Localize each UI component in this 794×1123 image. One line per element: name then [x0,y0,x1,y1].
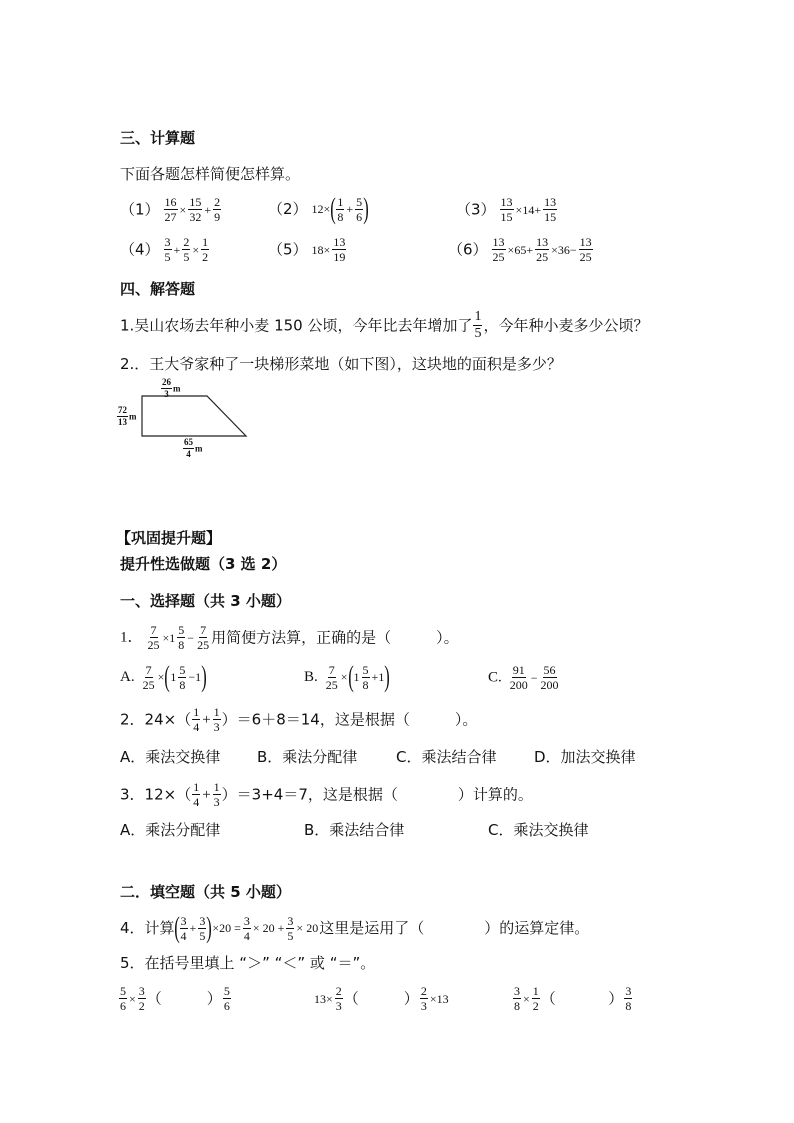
mc-section-title: 一、选择题（共 3 小题） [120,592,291,610]
calc-item-3: （3） $\frac{13}{15}$ ×14+ $\frac{13}{15}$ [456,195,557,224]
word-problem-2: 2.．王大爷家种了一块梯形菜地（如下图），这块地的面积是多少？ [120,355,562,373]
mc-q3-option-c[interactable]: C．乘法交换律 [488,821,589,839]
improve-subheading: 提升性选做题（3 选 2） [120,555,287,573]
section-4-title: 四、解答题 [120,280,196,298]
calc-item-5: （5） 18× $\frac{13}{19}$ [268,235,346,264]
mc-q2-option-b[interactable]: B．乘法分配律 [257,748,358,766]
mc-question-2: 2．24×（ $\frac{1}{4}$ + $\frac{1}{3}$ ）＝6＋8＝14，这是根据（ ）。 [120,705,478,734]
calc-item-1: （1） $\frac{16}{27}$ × $\frac{15}{32}$ + $\frac{2}{9}$ [120,195,221,224]
mc-q2-option-d[interactable]: D．加法交换律 [534,748,636,766]
mc-q2-option-c[interactable]: C．乘法结合律 [396,748,497,766]
mc-q3-option-a[interactable]: A．乘法分配律 [120,821,221,839]
compare-item-2: 13× $\frac{2}{3}$ （ ） $\frac{2}{3}$ ×13 [314,984,449,1013]
mc-question-3: 3．12×（ $\frac{1}{4}$ + $\frac{1}{3}$ ）＝3+4＝7，这是根据（ ）计算的。 [120,780,533,809]
mc-q2-option-a[interactable]: A．乘法交换律 [120,748,221,766]
mc-question-1: 1． $\frac{7}{25}$ ×1 $\frac{5}{8}$ − $\frac{7}{25}$ 用简便方法算，正确的是（ ）。 [120,623,459,652]
compare-item-3: $\frac{3}{8}$ × $\frac{1}{2}$ （ ） $\frac{3}{8}$ [514,984,632,1013]
fill-question-5: 5．在括号里填上 “＞” “＜” 或 “＝”。 [120,954,376,972]
compare-blank-2[interactable]: （ ） [343,989,419,1008]
compare-item-1: $\frac{5}{6}$ × $\frac{3}{2}$ （ ） $\frac{5}{6}$ [120,984,230,1013]
compare-blank-3[interactable]: （ ） [540,989,624,1008]
mc-q1-option-c[interactable]: C. $\frac{91}{200}$ − $\frac{56}{200}$ [488,663,559,692]
fill-question-4: 4．计算( $\frac{3}{4}$ + $\frac{3}{5}$ )×20 = $\frac{3}{4}$ × 20 + $\frac{3}{5}$ × 20这里是运用了（ ）的运算定律。 [120,911,590,944]
calc-item-4: （4） $\frac{3}{5}$ + $\frac{2}{5}$ × $\frac{1}{2}$ [120,235,209,264]
mc-q3-option-b[interactable]: B．乘法结合律 [304,821,405,839]
section-3-intro: 下面各题怎样简便怎样算。 [120,165,301,183]
trapezoid-bottom-label: $\frac{65}{4}$ m [184,437,203,459]
word-problem-1: 1.吴山农场去年种小麦 150 公顷，今年比去年增加了 $\frac{1}{5}$ ，今年种小麦多少公顷？ [120,309,649,341]
compare-blank-1[interactable]: （ ） [146,989,222,1008]
fill-section-title: 二．填空题（共 5 小题） [120,883,291,901]
trapezoid-left-label: $\frac{72}{13}$ m [118,405,137,427]
section-3-title: 三、计算题 [120,129,196,147]
trapezoid-top-label: $\frac{26}{3}$ m [162,377,181,399]
calc-item-2: （2） 12×( $\frac{1}{8}$ + $\frac{5}{6}$ ) [268,192,369,225]
mc-q1-option-a[interactable]: A. $\frac{7}{25}$ ×(1 $\frac{5}{8}$ −1) [120,660,207,693]
trapezoid-figure [116,378,256,458]
calc-item-6: （6） $\frac{13}{25}$ ×65+ $\frac{13}{25}$ ×36− $\frac{13}{25}$ [448,235,592,264]
mc-q1-option-b[interactable]: B. $\frac{7}{25}$ ×(1 $\frac{5}{8}$ +1) [304,660,391,693]
improve-heading: 【巩固提升题】 [116,529,222,547]
